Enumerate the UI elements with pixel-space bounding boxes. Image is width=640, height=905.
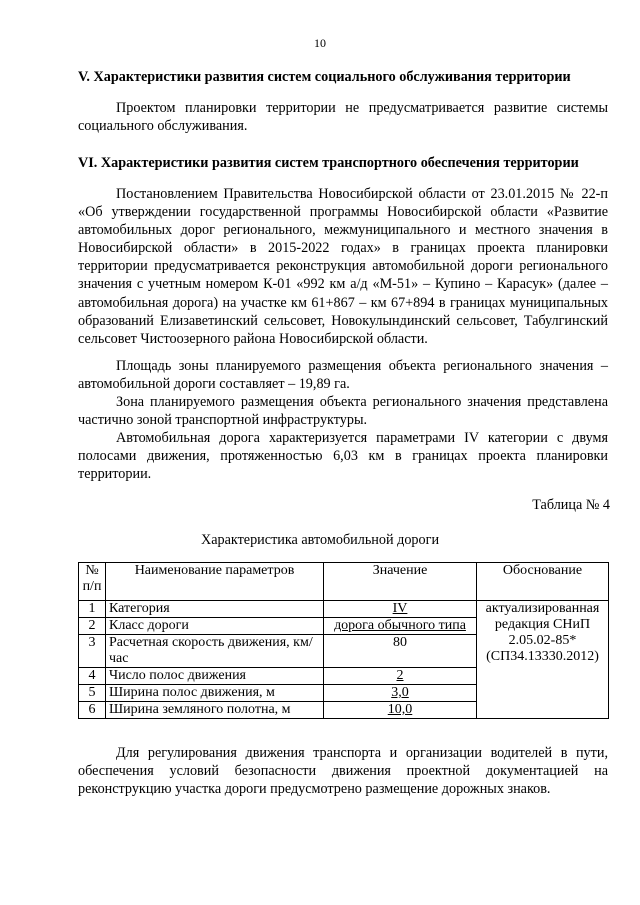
section-6-heading: VI. Характеристики развития систем транспортного обеспечения территории	[78, 155, 579, 171]
page-number: 10	[314, 36, 326, 50]
table-number: Таблица № 4	[532, 497, 610, 513]
road-characteristics-table	[78, 562, 609, 719]
header-value: Значение	[324, 563, 477, 601]
row-number: 2	[79, 618, 106, 635]
row-parameter: Ширина земляного полотна, м	[106, 702, 324, 719]
closing-paragraph: Для регулирования движения транспорта и организации водителей в пути, обеспечения условий безопасности движения проектной документацией на реконструкцию участка дороги предусмотрено размещение дорожных знаков.	[78, 745, 608, 798]
row-parameter: Класс дороги	[106, 618, 324, 635]
row-value: 10,0	[324, 702, 477, 719]
basis-cell: актуализированная редакция СНиП 2.05.02-85* (СП34.13330.2012)	[477, 601, 609, 719]
section-5-paragraph: Проектом планировки территории не предусматривается развитие системы социального обслуживания.	[78, 100, 608, 135]
row-number: 3	[79, 635, 106, 668]
row-number: 1	[79, 601, 106, 618]
zone-infrastructure-paragraph: Зона планируемого размещения объекта регионального значения представлена частично зоной транспортной инфраструктуры.	[78, 394, 608, 429]
header-basis: Обоснование	[477, 563, 609, 601]
row-value: 3,0	[324, 685, 477, 702]
row-value: 80	[324, 635, 477, 668]
zone-area-paragraph: Площадь зоны планируемого размещения объекта регионального значения – автомобильной дороги составляет – 19,89 га.	[78, 358, 608, 393]
row-value: 2	[324, 668, 477, 685]
table-title: Характеристика автомобильной дороги	[200, 532, 440, 548]
road-reconstruction-paragraph: Постановлением Правительства Новосибирской области от 23.01.2015 № 22-п «Об утверждении государственной программы Новосибирской области «Развитие автомобильных дорог регионального, межмуниципального и местного значения в Новосибирской области» в 2015-2022 годах» в границах проекта планировки территории предусматривается реконструкция автомобильной дороги регионального значения с учетным номером К-01 «992 км а/д «М-51» – Купино – Карасук» (далее – автомобильная дорога) на участке км 61+867 – км 67+894 в границах муниципальных образований Елизаветинский сельсовет, Новокулындинский сельсовет, Табулгинский сельсовет Чистоозерного района Новосибирской области.	[78, 186, 608, 347]
table-row	[79, 601, 609, 618]
row-number: 5	[79, 685, 106, 702]
row-value: IV	[324, 601, 477, 618]
row-value: дорога обычного типа	[324, 618, 477, 635]
header-number: № п/п	[79, 563, 106, 601]
section-5-heading: V. Характеристики развития систем социального обслуживания территории	[78, 69, 571, 85]
row-parameter: Ширина полос движения, м	[106, 685, 324, 702]
row-parameter: Расчетная скорость движения, км/час	[106, 635, 324, 668]
header-parameter-name: Наименование параметров	[106, 563, 324, 601]
row-number: 6	[79, 702, 106, 719]
row-parameter: Число полос движения	[106, 668, 324, 685]
row-parameter: Категория	[106, 601, 324, 618]
road-parameters-paragraph: Автомобильная дорога характеризуется параметрами IV категории с двумя полосами движения, протяженностью 6,03 км в границах проекта планировки территории.	[78, 430, 608, 483]
row-number: 4	[79, 668, 106, 685]
table-header-row	[79, 563, 609, 601]
